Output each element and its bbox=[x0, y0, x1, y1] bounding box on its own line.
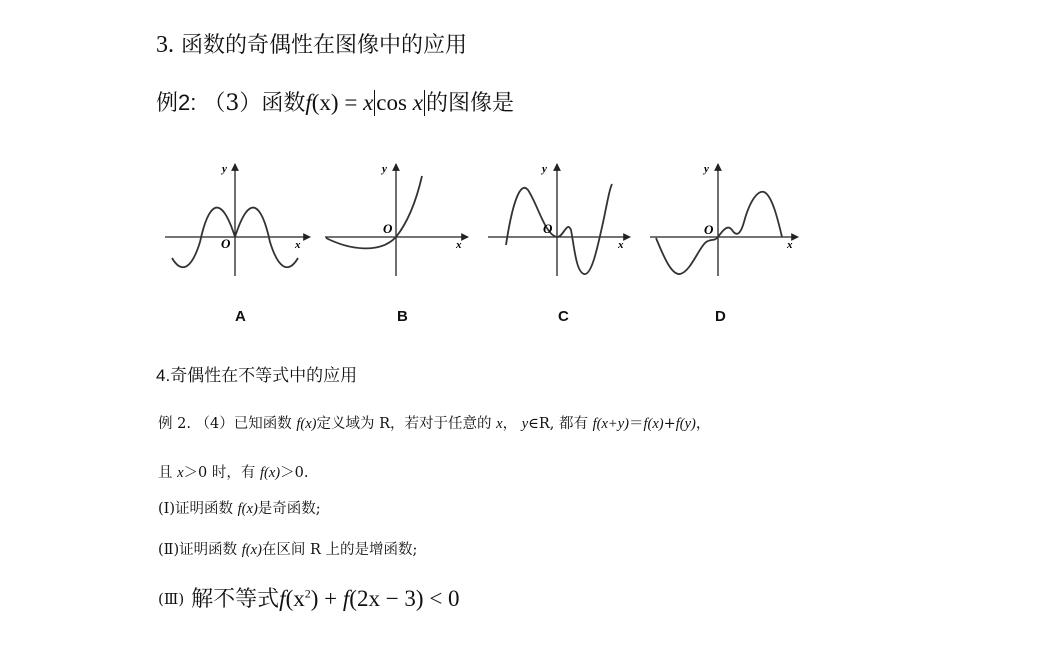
formula-cos-x: x bbox=[412, 90, 423, 115]
graph-d bbox=[650, 163, 798, 276]
math-x: x bbox=[177, 465, 184, 481]
text-run: 且 bbox=[158, 465, 178, 481]
text-run: ， bbox=[695, 416, 711, 432]
text-run: + bbox=[663, 416, 676, 432]
math-relation: < 0 bbox=[423, 586, 460, 611]
text-run: ＞0. bbox=[280, 465, 309, 481]
example2-3-item: （3） bbox=[203, 91, 262, 116]
graph-b bbox=[325, 163, 468, 276]
formula-x: x bbox=[363, 90, 374, 115]
text-run: 在区间 R 上的是增函数; bbox=[261, 542, 418, 558]
graph-b-x-label: x bbox=[456, 239, 462, 251]
option-label-d: D bbox=[715, 308, 726, 325]
graph-c-curve bbox=[506, 184, 612, 274]
example2-3-tail: 的图像是 bbox=[425, 91, 514, 116]
option-label-c: C bbox=[558, 308, 569, 325]
example2-3-lead: 函数 bbox=[261, 91, 306, 116]
text-run: (Ⅰ)证明函数 bbox=[158, 501, 238, 517]
graph-a-origin-label: O bbox=[221, 236, 231, 251]
section4-title: 奇偶性在不等式中的应用 bbox=[170, 366, 358, 386]
inequality-formula bbox=[279, 586, 459, 611]
math-superscript: 2 bbox=[304, 586, 311, 601]
math-fx: f(x) bbox=[260, 465, 281, 481]
graph-b-origin-label: O bbox=[383, 221, 393, 236]
math-fx: f(x) bbox=[643, 416, 664, 432]
example2-4-line1 bbox=[158, 412, 710, 433]
math-fy: f(y) bbox=[675, 416, 696, 432]
section4-heading bbox=[156, 361, 357, 386]
formula-equals: = bbox=[338, 90, 364, 115]
text-run: 例 2. （4）已知函数 bbox=[158, 416, 297, 432]
formula-arg: (x) bbox=[311, 90, 339, 115]
section4-number: 4. bbox=[156, 366, 171, 385]
math-fx: f(x) bbox=[241, 542, 262, 558]
section3-title: 函数的奇偶性在图像中的应用 bbox=[181, 33, 468, 58]
math-y: y bbox=[521, 416, 529, 432]
graph-d-origin-label: O bbox=[704, 222, 714, 237]
graph-d-y-label: y bbox=[704, 163, 709, 175]
example2-4-line2 bbox=[158, 461, 308, 482]
math-fx: f(x) bbox=[237, 501, 258, 517]
function-formula bbox=[305, 90, 426, 115]
example2-3-prefix: 例2: bbox=[156, 90, 197, 115]
graph-a bbox=[165, 163, 310, 276]
formula-cos: cos bbox=[376, 90, 407, 115]
graph-c-x-label: x bbox=[618, 239, 624, 251]
graph-c bbox=[488, 163, 630, 276]
math-arg: ) bbox=[310, 586, 319, 611]
graph-c-origin-label: O bbox=[543, 221, 553, 236]
part3-roman: (Ⅲ) bbox=[158, 590, 185, 608]
graph-d-x-label: x bbox=[787, 239, 793, 251]
math-f: f bbox=[279, 586, 286, 611]
math-x: x bbox=[496, 416, 503, 432]
abs-bar-right bbox=[424, 90, 425, 116]
formula-f: f bbox=[305, 90, 312, 115]
section3-number: 3. bbox=[156, 32, 174, 58]
text-run: ∈R, 都有 bbox=[528, 416, 593, 432]
text-run: ＝ bbox=[628, 416, 644, 432]
graph-a-y-label: y bbox=[222, 163, 227, 175]
graph-b-y-label: y bbox=[382, 163, 387, 175]
example2-4-part2 bbox=[158, 538, 417, 559]
math-f-x-plus-y: f(x+y) bbox=[592, 416, 629, 432]
math-arg: (2x − 3) bbox=[349, 586, 424, 611]
graph-c-y-label: y bbox=[542, 163, 547, 175]
math-fx: f(x) bbox=[296, 416, 317, 432]
text-run: 定义域为 R，若对于任意的 bbox=[316, 416, 497, 432]
example2-4-part3 bbox=[158, 582, 460, 613]
text-run: ， bbox=[502, 416, 522, 432]
part3-lead: 解不等式 bbox=[184, 587, 280, 612]
math-plus: + bbox=[318, 586, 343, 611]
graph-options bbox=[160, 150, 820, 310]
text-run: ＞0 时，有 bbox=[183, 465, 260, 481]
text-run: 是奇函数; bbox=[257, 501, 321, 517]
section3-heading bbox=[156, 28, 467, 59]
option-label-a: A bbox=[235, 308, 246, 325]
math-f: f bbox=[342, 586, 350, 611]
math-arg: (x bbox=[285, 586, 305, 611]
option-label-b: B bbox=[397, 308, 408, 325]
graph-a-x-label: x bbox=[295, 239, 301, 251]
text-run: (Ⅱ)证明函数 bbox=[158, 542, 242, 558]
example2-4-part1 bbox=[158, 497, 321, 518]
graph-d-curve bbox=[656, 192, 782, 274]
example2-3 bbox=[156, 86, 514, 117]
